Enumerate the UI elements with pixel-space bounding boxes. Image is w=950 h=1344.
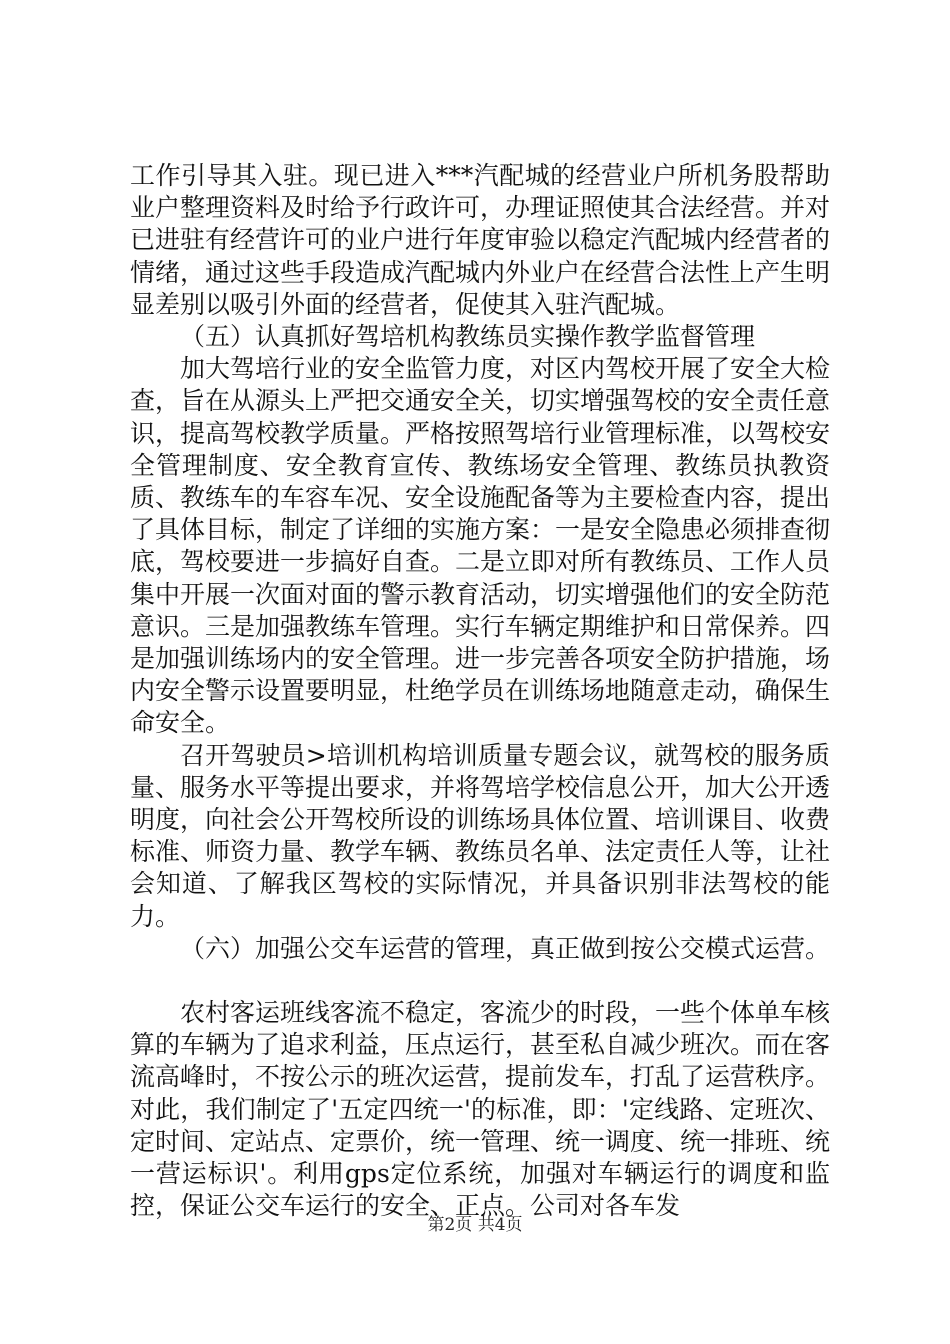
page-footer: 第2页 共4页 [427, 1215, 523, 1235]
document-body [130, 160, 830, 1223]
paragraph-rural-bus-operation: 农村客运班线客流不稳定，客流少的时段，一些个体单车核算的车辆为了追求利益，压点运行，甚至私自减少班次。而在客流高峰时，不按公示的班次运营，提前发车，打乱了运营秩序。对此，我们制定了'五定四统一'的标准，即：'定线路、定班次、定时间、定站点、定票价，统一管理、统一调度、统一排班、统一营运标识'。利用gps定位系统，加强对车辆运行的调度和监控，保证公交车运行的安全、正点。公司对各车发 [130, 998, 831, 1221]
paragraph-continuation: 工作引导其入驻。现已进入***汽配城的经营业户所机务股帮助业户整理资料及时给予行政许可，办理证照使其合法经营。并对已进驻有经营许可的业户进行年度审验以稳定汽配城内经营者的情绪，通过这些手段造成汽配城内外业户在经营合法性上产生明显差别以吸引外面的经营者，促使其入驻汽配城。 [130, 161, 831, 319]
section-heading-five: （五）认真抓好驾培机构教练员实操作教学监督管理 [180, 322, 756, 352]
section-heading-six: （六）加强公交车运营的管理，真正做到按公交模式运营。 [180, 933, 831, 963]
paragraph-driving-school-safety: 加大驾培行业的安全监管力度，对区内驾校开展了安全大检查，旨在从源头上严把交通安全关，切实增强驾校的安全责任意识，提高驾校教学质量。严格按照驾培行业管理标准，以驾校安全管理制度、安全教育宣传、教练场安全管理、教练员执教资质、教练车的车容车况、安全设施配备等为主要检查内容，提出了具体目标，制定了详细的实施方案：一是安全隐患必须排查彻底，驾校要进一步搞好自查。二是立即对所有教练员、工作人员集中开展一次面对面的警示教育活动，切实增强他们的安全防范意识。三是加强教练车管理。实行车辆定期维护和日常保养。四是加强训练场内的安全管理。进一步完善各项安全防护措施，场内安全警示设置要明显，杜绝学员在训练场地随意走动，确保生命安全。 [130, 354, 831, 738]
paragraph-training-quality-meeting: 召开驾驶员>培训机构培训质量专题会议，就驾校的服务质量、服务水平等提出要求，并将驾培学校信息公开，加大公开透明度，向社会公开驾校所设的训练场具体位置、培训课目、收费标准、师资力量、教学车辆、教练员名单、法定责任人等，让社会知道、了解我区驾校的实际情况，并具备识别非法驾校的能力。 [130, 740, 831, 931]
